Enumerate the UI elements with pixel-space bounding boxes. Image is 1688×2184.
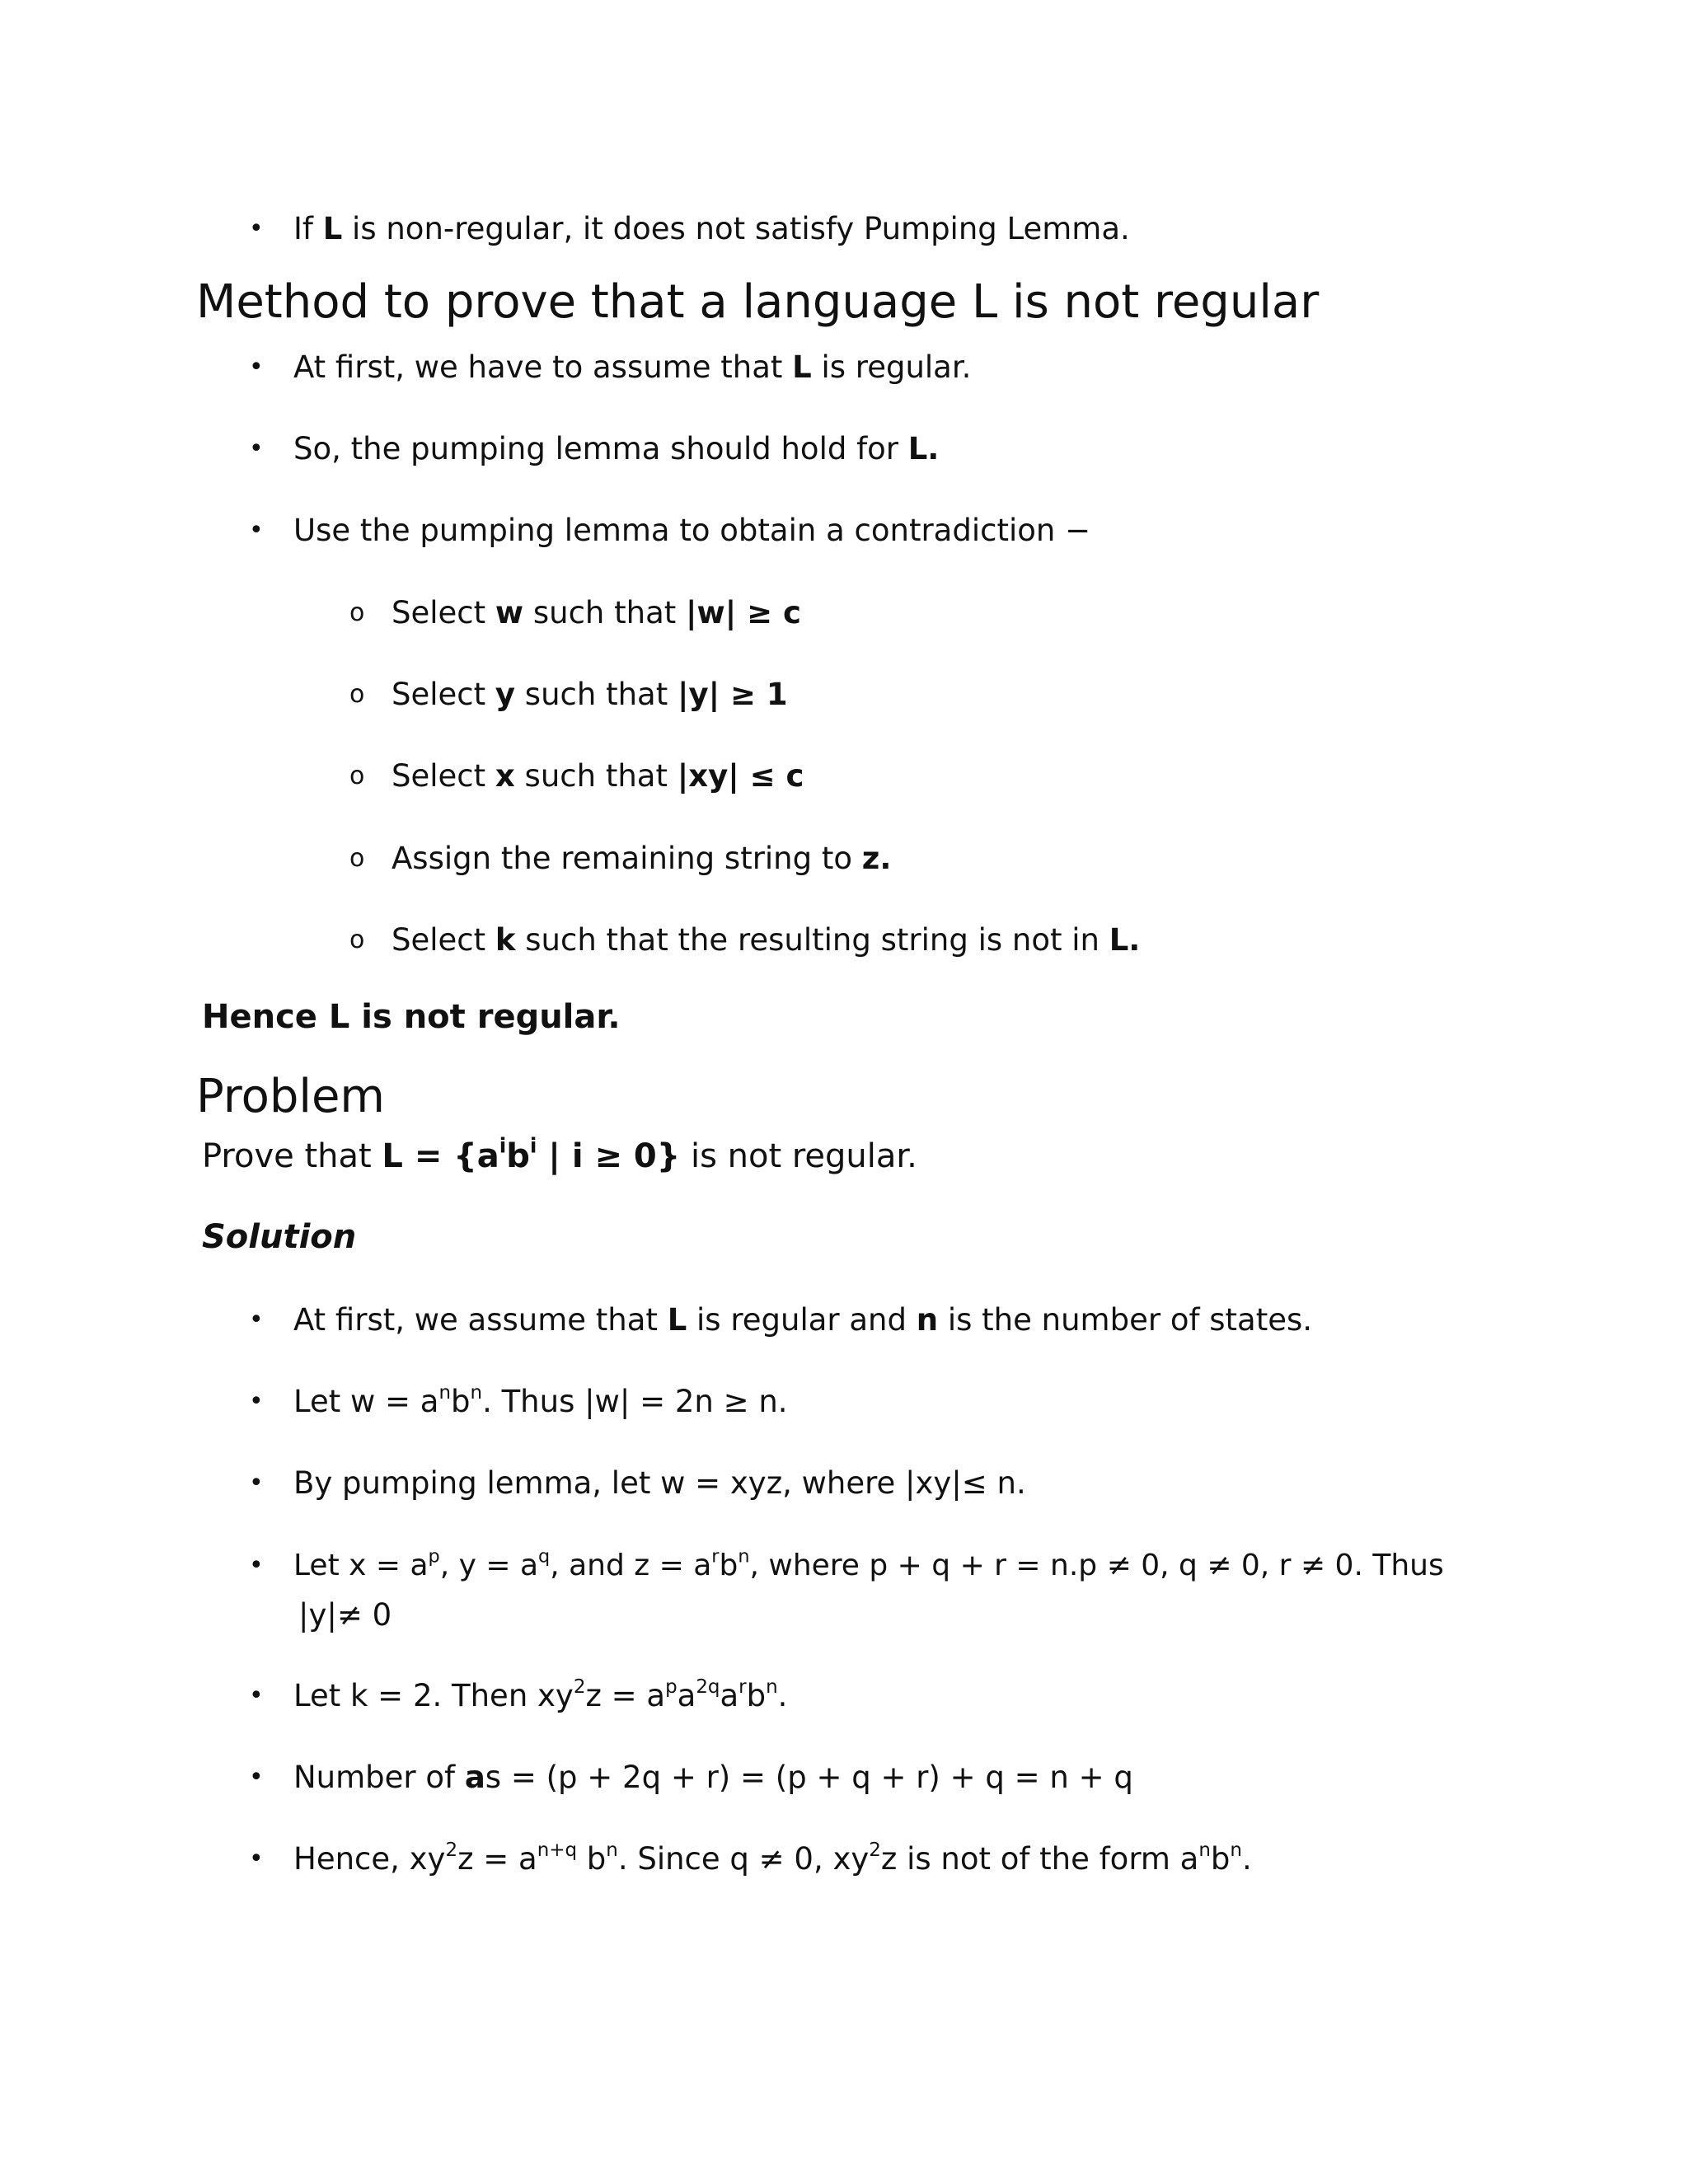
bullet-marker: •	[249, 434, 264, 463]
text-run: such that	[515, 677, 678, 712]
superscript: n	[470, 1381, 483, 1404]
bold-run: |xy| ≤ c	[677, 758, 804, 794]
text-run: , and z = a	[550, 1549, 712, 1582]
text-run: s = (p + 2q + r) = (p + q + r) + q = n + q	[485, 1760, 1133, 1795]
text-run: is the number of states.	[938, 1302, 1313, 1338]
bold-run: n	[916, 1302, 939, 1338]
text-run: Prove that	[202, 1137, 382, 1175]
bold-run: |y| ≥ 1	[677, 677, 788, 712]
text-run: a	[677, 1678, 696, 1713]
superscript: n	[738, 1545, 750, 1568]
bold-run: z.	[861, 841, 892, 876]
text-run: b	[577, 1841, 607, 1877]
text-run: . Since q ≠ 0, xy	[617, 1841, 870, 1877]
math-expression	[382, 1133, 681, 1175]
text-run: such that	[514, 758, 678, 794]
text-run: Let x = a	[293, 1549, 429, 1582]
bullet-marker: •	[249, 516, 264, 545]
bullet-marker: •	[249, 1469, 264, 1497]
text-run: is not regular.	[680, 1137, 917, 1175]
superscript: p	[428, 1545, 440, 1568]
superscript: 2	[869, 1839, 881, 1861]
bold-run: |w| ≥ c	[686, 595, 801, 630]
text-run: , where p + q + r = n.p ≠ 0, q ≠ 0, r ≠ 0. Thus	[749, 1549, 1444, 1582]
text-run: | i ≥ 0}	[537, 1137, 681, 1175]
solution-step-5	[293, 1675, 788, 1714]
superscript: r	[711, 1545, 720, 1568]
bold-run: L.	[1109, 922, 1141, 958]
text-run: At first, we assume that	[293, 1302, 668, 1338]
bold-run: k	[495, 922, 516, 958]
intro-bullet-text	[293, 211, 1130, 247]
sub-bullet-marker: o	[349, 926, 365, 954]
text-run: .	[1241, 1841, 1252, 1877]
substep-2	[392, 677, 788, 713]
solution-step-4	[293, 1545, 1444, 1584]
text-run: such that	[523, 595, 687, 630]
text-run: At first, we have to assume that	[293, 349, 793, 385]
text-run: z is not of the form a	[880, 1841, 1199, 1877]
superscript: p	[665, 1675, 678, 1698]
substep-5	[392, 922, 1140, 958]
solution-step-3: By pumping lemma, let w = xyz, where |xy|≤ n.	[293, 1465, 1026, 1501]
text-run: such that the resulting string is not in	[515, 922, 1109, 958]
solution-step-2	[293, 1381, 788, 1420]
bold-run: L	[792, 349, 812, 385]
text-run: Select	[392, 677, 495, 712]
superscript: i	[499, 1133, 507, 1158]
text-run: b	[719, 1549, 738, 1582]
problem-statement	[202, 1133, 917, 1177]
sub-bullet-marker: o	[349, 598, 365, 627]
text-run: Number of	[293, 1760, 465, 1795]
text-run: Select	[392, 758, 495, 794]
sub-bullet-marker: o	[349, 680, 365, 709]
method-heading: Method to prove that a language L is not regular	[196, 275, 1320, 329]
bold-run: L	[667, 1302, 687, 1338]
text-run: . Thus |w| = 2n ≥ n.	[482, 1384, 788, 1419]
solution-step-1	[293, 1302, 1312, 1338]
text-run: Hence, xy	[293, 1841, 446, 1877]
bullet-marker: •	[249, 1305, 264, 1334]
sub-bullet-marker: o	[349, 844, 365, 873]
text-run: Assign the remaining string to	[392, 841, 862, 876]
solution-step-7	[293, 1841, 1252, 1877]
bold-run: y	[495, 677, 516, 712]
substep-1	[392, 595, 801, 631]
solution-step-6	[293, 1760, 1133, 1796]
superscript: n	[1198, 1839, 1211, 1861]
solution-heading: Solution	[202, 1218, 357, 1256]
text-run: is regular and	[687, 1302, 917, 1338]
problem-heading: Problem	[196, 1070, 385, 1123]
text-run: So, the pumping lemma should hold for	[293, 431, 908, 466]
method-step-3: Use the pumping lemma to obtain a contradiction −	[293, 513, 1091, 548]
text-run: L = {a	[382, 1137, 499, 1175]
text-run: z = a	[585, 1678, 666, 1713]
superscript: 2	[573, 1675, 586, 1698]
text-run: is regular.	[811, 349, 972, 385]
bullet-marker: •	[249, 1844, 264, 1873]
text-run: is non-regular, it does not satisfy Pumping Lemma.	[342, 211, 1130, 246]
superscript: i	[529, 1133, 537, 1158]
text-run: z = a	[457, 1841, 537, 1877]
text-run: If	[293, 211, 323, 246]
text-run: b	[1210, 1841, 1231, 1877]
bold-run: L.	[907, 431, 940, 466]
text-run: Let k = 2. Then xy	[293, 1678, 574, 1713]
superscript: q	[538, 1545, 551, 1568]
text-run: Select	[392, 595, 495, 630]
substep-4	[392, 841, 891, 877]
superscript: n	[606, 1839, 618, 1861]
superscript: 2	[445, 1839, 458, 1861]
superscript: n	[766, 1675, 778, 1698]
method-conclusion: Hence L is not regular.	[202, 998, 621, 1036]
method-step-2	[293, 431, 939, 467]
bold-run: x	[495, 758, 515, 794]
bullet-marker: •	[249, 353, 264, 382]
superscript: n	[438, 1381, 452, 1404]
text-run: b	[506, 1137, 530, 1175]
text-run: Select	[392, 922, 495, 958]
bullet-marker: •	[249, 1387, 264, 1416]
text-run: a	[720, 1678, 739, 1713]
bullet-marker: •	[249, 1763, 264, 1792]
bold-run: a	[464, 1760, 485, 1795]
bullet-marker: •	[249, 214, 264, 243]
solution-step-4-continuation: |y|≠ 0	[298, 1597, 392, 1633]
bold-run: w	[495, 595, 524, 630]
text-run: Let w = a	[293, 1384, 439, 1419]
bullet-marker: •	[249, 1681, 264, 1710]
sub-bullet-marker: o	[349, 762, 365, 790]
superscript: r	[738, 1675, 747, 1698]
substep-3	[392, 758, 804, 794]
text-run: b	[451, 1384, 471, 1419]
superscript: n	[1230, 1839, 1242, 1861]
bullet-marker: •	[249, 1551, 264, 1580]
method-step-1	[293, 349, 971, 386]
text-run: .	[777, 1678, 788, 1713]
superscript: 2q	[696, 1675, 720, 1698]
text-run: b	[746, 1678, 767, 1713]
bold-run: L	[322, 211, 343, 246]
superscript: n+q	[537, 1839, 578, 1861]
text-run: , y = a	[439, 1549, 539, 1582]
